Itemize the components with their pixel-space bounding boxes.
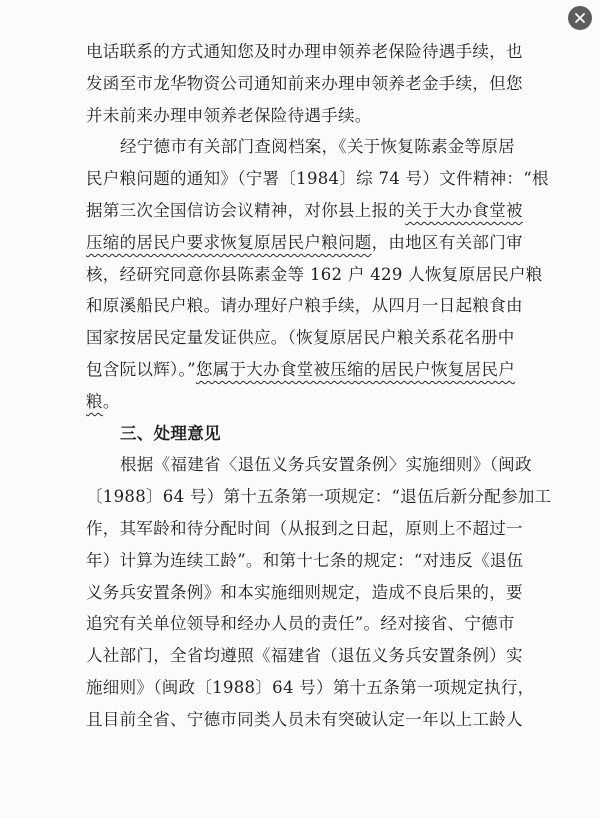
paragraph-line: 且目前全省、宁德市同类人员未有突破认定一年以上工龄人 <box>86 709 523 729</box>
paragraph-line <box>86 227 523 259</box>
paragraph-line: 年）计算为连续工龄”。和第十七条的规定：“对违反《退伍 <box>86 550 524 570</box>
paragraph-line: 〔1988〕64 号）第十五条第一项规定：“退伍后新分配参加工 <box>86 487 552 507</box>
paragraph-line: 发函至市龙华物资公司通知前来办理申领养老金手续，但您 <box>86 73 523 93</box>
paragraph-line: 和原溪船民户粮。请办理好户粮手续，从四月一日起粮食由 <box>86 296 523 316</box>
document-text <box>86 36 552 736</box>
paragraph-line: 核，经研究同意你县陈素金等 162 户 429 人恢复原居民户粮 <box>86 264 543 284</box>
paragraph-line: 根据《福建省〈退伍义务兵安置条例〉实施细则》（闽政 <box>120 455 532 475</box>
text-segment: 。 <box>102 391 120 411</box>
text-segment: ，由地区有关部门审 <box>371 232 523 252</box>
close-button[interactable] <box>568 6 592 30</box>
paragraph-line <box>86 195 523 227</box>
paragraph-line: 并未前来办理申领养老保险待遇手续。 <box>86 105 372 125</box>
text-segment: 包含阮以辉）。” <box>86 359 196 379</box>
paragraph-line: 作，其军龄和待分配时间（从报到之日起，原则上不超过一 <box>86 518 523 538</box>
underlined-text: 关于大办食堂被 <box>405 200 523 220</box>
text-segment: 据第三次全国信访会议精神，对你县上报的 <box>86 200 406 220</box>
paragraph-line: 义务兵安置条例》和本实施细则规定，造成不良后果的，要 <box>86 582 523 602</box>
close-icon <box>574 12 586 24</box>
paragraph-line: 民户粮问题的通知》（宁署〔1984〕综 74 号）文件精神：“根 <box>86 169 549 189</box>
underlined-text: 您属于大办食堂被压缩的居民户恢复居民户 <box>195 359 516 379</box>
paragraph-line: 人社部门，全省均遵照《福建省（退伍义务兵安置条例）实 <box>86 646 523 666</box>
paragraph-line: 电话联系的方式通知您及时办理申领养老保险待遇手续，也 <box>86 42 523 61</box>
paragraph-line <box>86 386 518 418</box>
underlined-text: 粮 <box>86 391 103 411</box>
paragraph-line: 国家按居民定量发证供应。（恢复原居民户粮关系花名册中 <box>86 328 515 348</box>
paragraph-line: 施细则》（闽政〔1988〕64 号）第十五条第一项规定执行， <box>86 677 535 697</box>
underlined-text: 压缩的居民户要求恢复原居民户粮问题 <box>86 232 372 252</box>
section-heading: 三、处理意见 <box>120 423 221 443</box>
paragraph-line: 经宁德市有关部门查阅档案，《关于恢复陈素金等原居 <box>120 137 515 157</box>
paragraph-line <box>86 354 518 386</box>
paragraph-line: 追究有关单位领导和经办人员的责任”。经对接省、宁德市 <box>86 614 515 634</box>
